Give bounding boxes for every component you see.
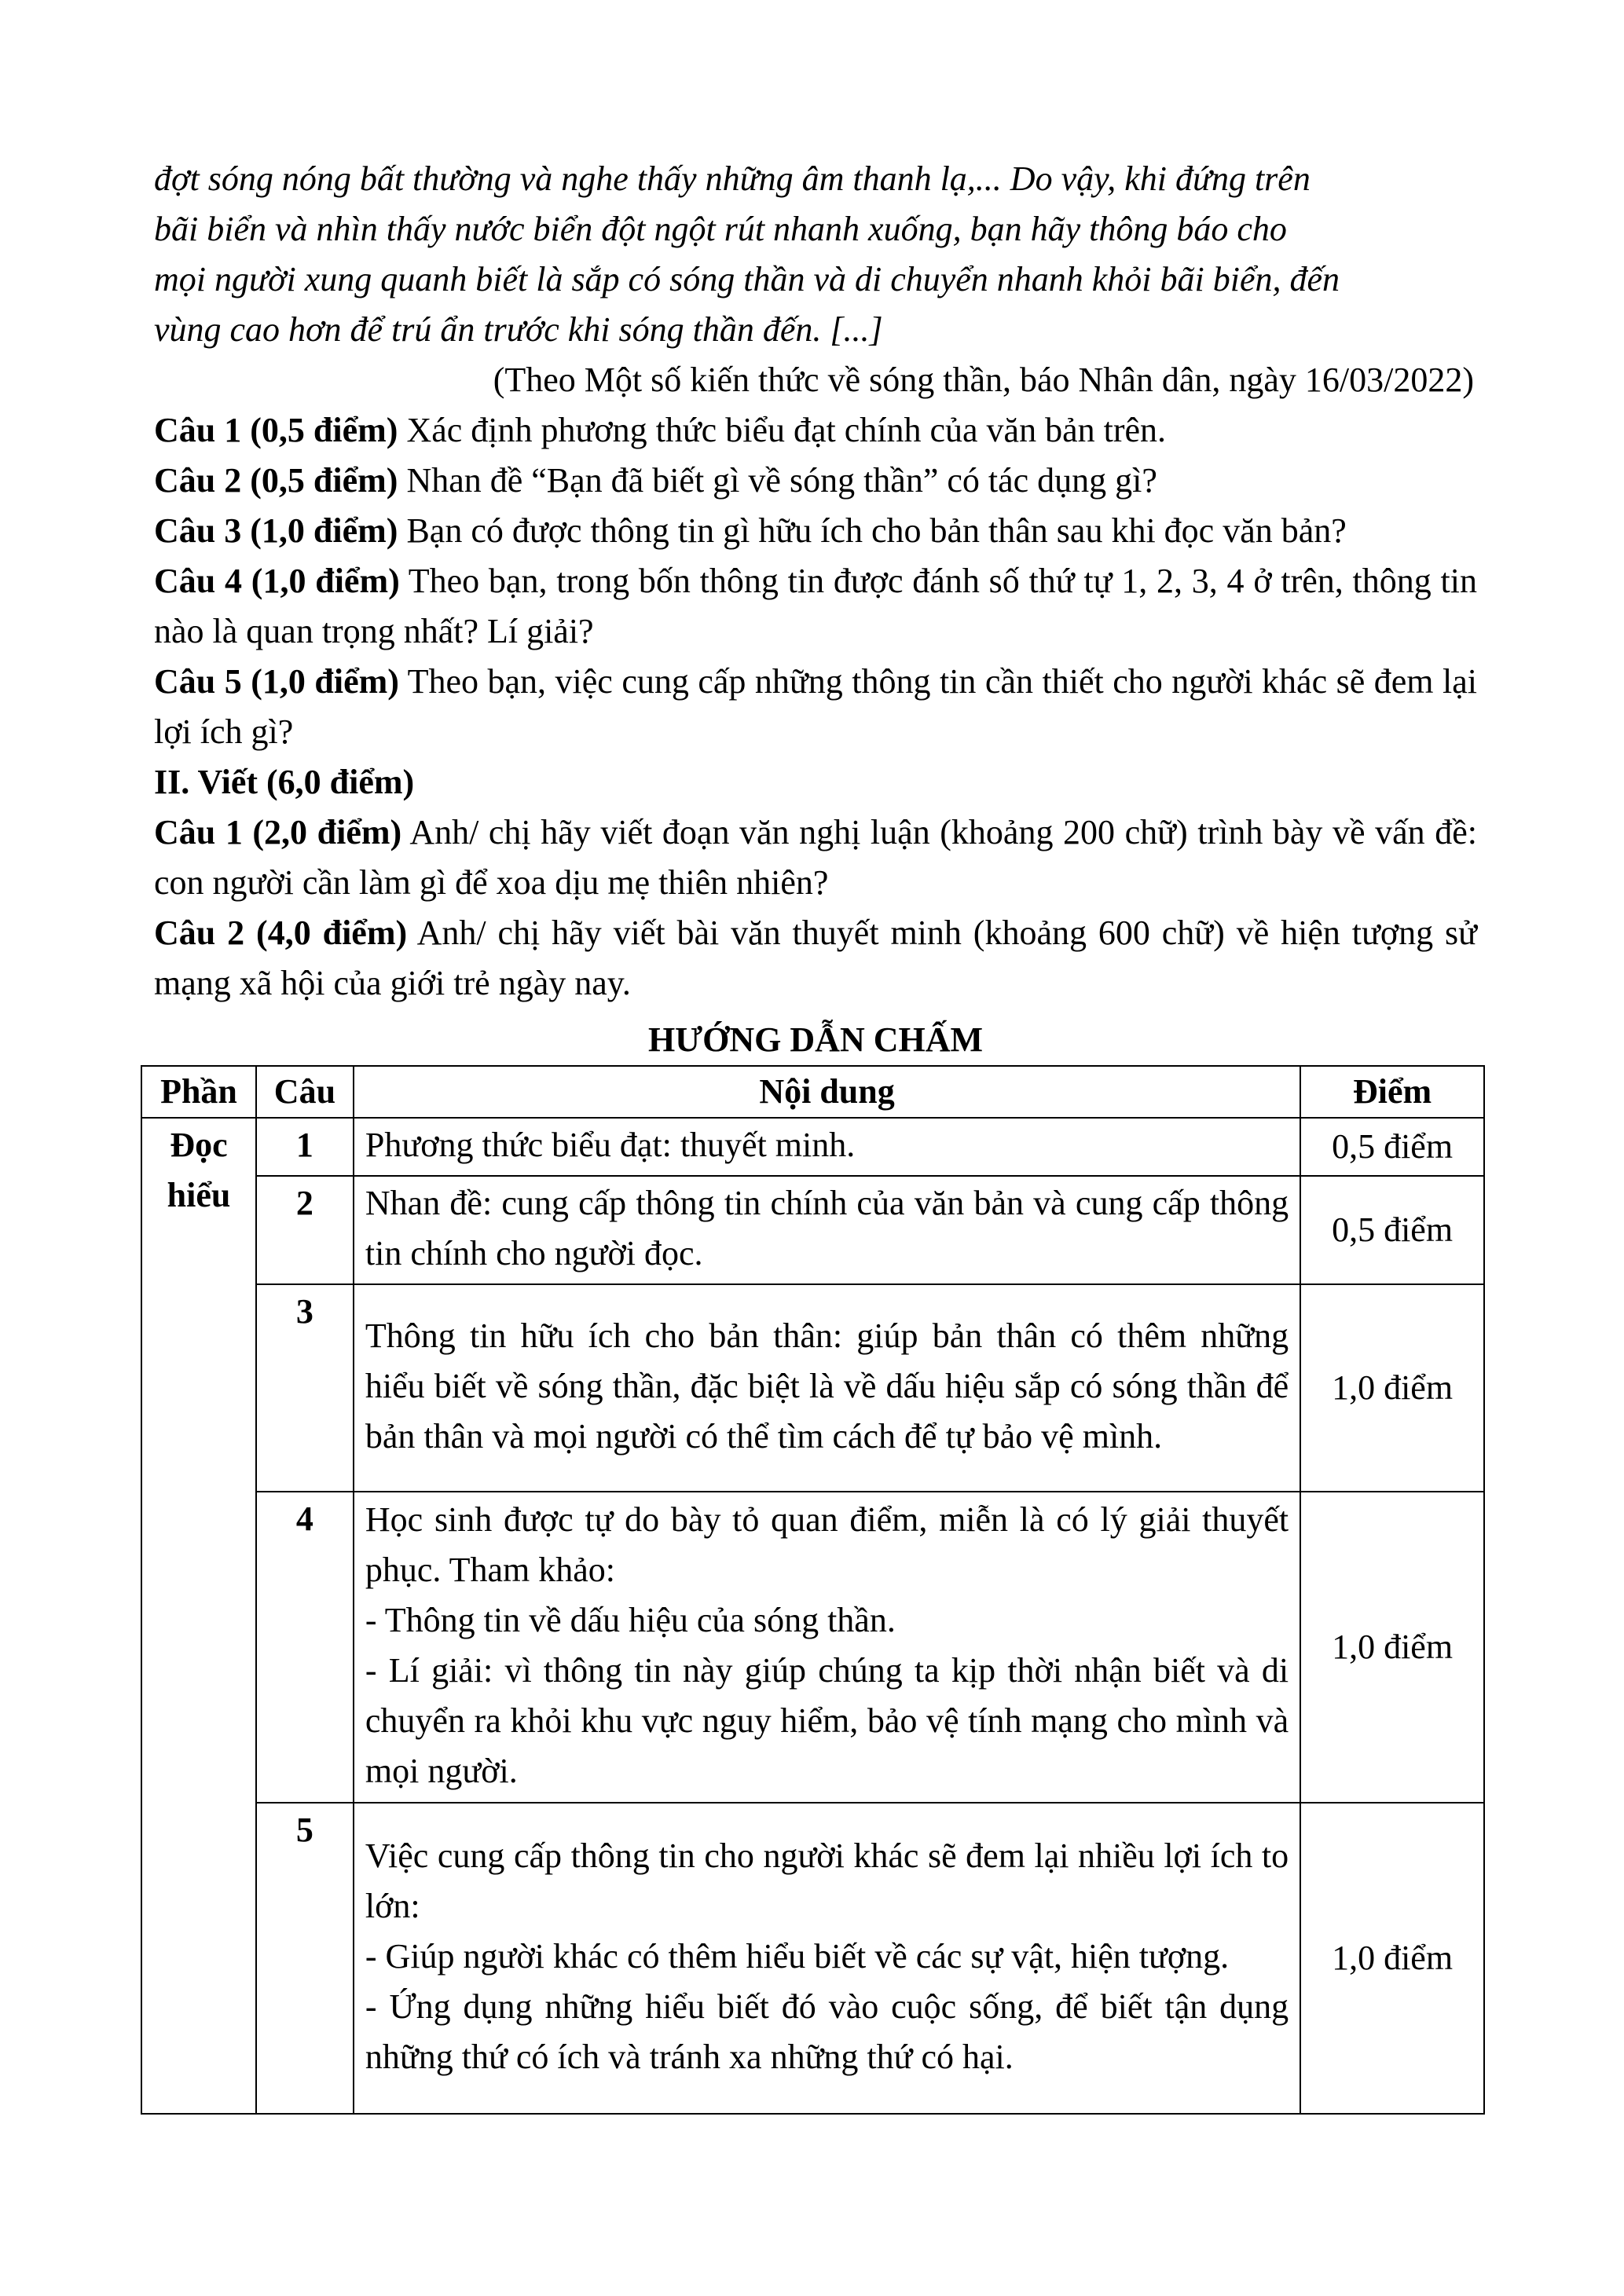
- answer-content: [354, 1492, 1300, 1803]
- grading-table: [141, 1065, 1485, 2115]
- question-label: Câu 4 (1,0 điểm): [154, 562, 400, 600]
- answer-line: Học sinh được tự do bày tỏ quan điểm, miễn là có lý giải thuyết phục. Tham khảo:: [365, 1500, 1289, 1589]
- question-text: Xác định phương thức biểu đạt chính của văn bản trên.: [398, 411, 1166, 449]
- section-cell: Đọc hiểu: [141, 1118, 256, 2114]
- score-cell: 0,5 điểm: [1300, 1118, 1484, 1176]
- question-number: 5: [256, 1803, 354, 2114]
- question-label: Câu 2 (0,5 điểm): [154, 461, 398, 500]
- header-content: Nội dung: [354, 1066, 1300, 1118]
- table-row: [141, 1118, 1484, 1176]
- question-item: [154, 456, 1477, 506]
- answer-content: [354, 1803, 1300, 2114]
- writing-question-item: [154, 807, 1477, 908]
- answer-content: [354, 1118, 1300, 1176]
- question-label: Câu 1 (2,0 điểm): [154, 813, 402, 851]
- question-label: Câu 2 (4,0 điểm): [154, 914, 408, 952]
- passage-excerpt: [154, 154, 1477, 355]
- answer-line: - Lí giải: vì thông tin này giúp chúng ta kịp thời nhận biết và di chuyển ra khỏi khu vực nguy hiểm, bảo vệ tính mạng cho mình và mọi người.: [365, 1651, 1289, 1790]
- writing-question-item: [154, 908, 1477, 1009]
- answer-line: Việc cung cấp thông tin cho người khác sẽ đem lại nhiều lợi ích to lớn:: [365, 1836, 1289, 1925]
- passage-line: vùng cao hơn để trú ẩn trước khi sóng thần đến. [...]: [154, 310, 883, 349]
- question-item: [154, 405, 1477, 456]
- question-label: Câu 5 (1,0 điểm): [154, 662, 399, 701]
- score-cell: 1,0 điểm: [1300, 1284, 1484, 1492]
- score-cell: 1,0 điểm: [1300, 1492, 1484, 1803]
- table-row: [141, 1176, 1484, 1284]
- question-text: Bạn có được thông tin gì hữu ích cho bản thân sau khi đọc văn bản?: [398, 511, 1347, 550]
- question-text: Anh/ chị hãy viết đoạn văn nghị luận (khoảng 200 chữ) trình bày về vấn đề: con người cần làm gì để xoa dịu mẹ thiên nhiên?: [154, 813, 1477, 902]
- question-text: Theo bạn, việc cung cấp những thông tin cần thiết cho người khác sẽ đem lại lợi ích gì?: [154, 662, 1477, 751]
- passage-line: bãi biển và nhìn thấy nước biển đột ngột rút nhanh xuống, bạn hãy thông báo cho: [154, 210, 1287, 248]
- table-header-row: [141, 1066, 1484, 1118]
- passage-line: mọi người xung quanh biết là sắp có sóng thần và di chuyển nhanh khỏi bãi biển, đến: [154, 260, 1340, 298]
- answer-line: - Giúp người khác có thêm hiểu biết về các sự vật, hiện tượng.: [365, 1937, 1230, 1976]
- passage-line: đợt sóng nóng bất thường và nghe thấy những âm thanh lạ,... Do vậy, khi đứng trên: [154, 159, 1311, 198]
- header-question: Câu: [256, 1066, 354, 1118]
- answer-line: - Ứng dụng những hiểu biết đó vào cuộc sống, để biết tận dụng những thứ có ích và tránh xa những thứ có hại.: [365, 1987, 1289, 2076]
- question-number: 4: [256, 1492, 354, 1803]
- passage-source: (Theo Một số kiến thức về sóng thần, báo Nhân dân, ngày 16/03/2022): [493, 361, 1474, 399]
- question-list: [154, 405, 1477, 1009]
- answer-line: - Thông tin về dấu hiệu của sóng thần.: [365, 1601, 896, 1639]
- question-text: Anh/ chị hãy viết bài văn thuyết minh (khoảng 600 chữ) về hiện tượng sử mạng xã hội của giới trẻ ngày nay.: [154, 914, 1477, 1002]
- question-item: [154, 506, 1477, 556]
- question-label: Câu 1 (0,5 điểm): [154, 411, 398, 449]
- question-number: 1: [256, 1118, 354, 1176]
- grading-title: HƯỚNG DẪN CHẤM: [647, 1020, 984, 1059]
- question-number: 3: [256, 1284, 354, 1492]
- score-cell: 1,0 điểm: [1300, 1803, 1484, 2114]
- question-text: Nhan đề “Bạn đã biết gì về sóng thần” có tác dụng gì?: [398, 461, 1157, 500]
- answer-content: [354, 1284, 1300, 1492]
- writing-section-heading: II. Viết (6,0 điểm): [154, 763, 415, 801]
- score-cell: 0,5 điểm: [1300, 1176, 1484, 1284]
- table-row: [141, 1803, 1484, 2114]
- answer-line: Thông tin hữu ích cho bản thân: giúp bản thân có thêm những hiểu biết về sóng thần, đặc biệt là về dấu hiệu sắp có sóng thần để bản thân và mọi người có thể tìm cách để tự bảo vệ mình.: [365, 1316, 1289, 1456]
- question-item: [154, 556, 1477, 657]
- answer-line: Phương thức biểu đạt: thuyết minh.: [365, 1126, 856, 1164]
- question-label: Câu 3 (1,0 điểm): [154, 511, 398, 550]
- header-score: Điểm: [1300, 1066, 1484, 1118]
- question-text: Theo bạn, trong bốn thông tin được đánh số thứ tự 1, 2, 3, 4 ở trên, thông tin nào là quan trọng nhất? Lí giải?: [154, 562, 1477, 650]
- table-row: [141, 1284, 1484, 1492]
- question-number: 2: [256, 1176, 354, 1284]
- table-row: [141, 1492, 1484, 1803]
- question-item: [154, 657, 1477, 757]
- answer-line: Nhan đề: cung cấp thông tin chính của văn bản và cung cấp thông tin chính cho người đọc.: [365, 1184, 1289, 1273]
- header-part: Phần: [141, 1066, 256, 1118]
- answer-content: [354, 1176, 1300, 1284]
